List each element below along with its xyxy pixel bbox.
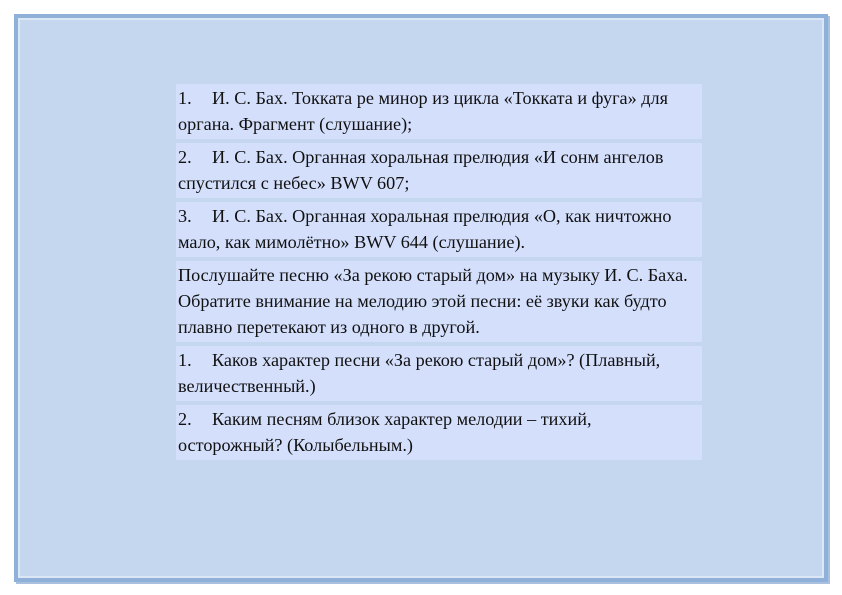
list-item-text: Каким песням близок характер мелодии – тихий, осторожный? (Колыбельным.)	[178, 409, 592, 455]
list-item	[176, 405, 702, 460]
list-item	[176, 143, 702, 198]
list-item-text: И. С. Бах. Органная хоральная прелюдия «И сонм ангелов спустился с небес» BWV 607;	[178, 147, 664, 193]
list-item	[176, 202, 702, 257]
list-number: 2.	[178, 409, 192, 429]
list-number: 3.	[178, 206, 192, 226]
list-item	[176, 346, 702, 401]
list-item-text: И. С. Бах. Токката ре минор из цикла «Токката и фуга» для органа. Фрагмент (слушание);	[178, 88, 668, 134]
list-item	[176, 84, 702, 139]
list-number: 1.	[178, 350, 192, 370]
list-item-text: И. С. Бах. Органная хоральная прелюдия «О, как ничтожно мало, как мимолётно» BWV 644 (слушание).	[178, 206, 672, 252]
body-paragraph	[176, 261, 702, 342]
list-item-text: Каков характер песни «За рекою старый дом»? (Плавный, величественный.)	[178, 350, 661, 396]
list-number: 1.	[178, 88, 192, 108]
paragraph-text: Послушайте песню «За рекою старый дом» на музыку И. С. Баха. Обратите внимание на мелодию этой песни: её звуки как будто плавно перетекают из одного в другой.	[178, 265, 688, 337]
slide-text-box	[176, 84, 702, 464]
list-number: 2.	[178, 147, 192, 167]
